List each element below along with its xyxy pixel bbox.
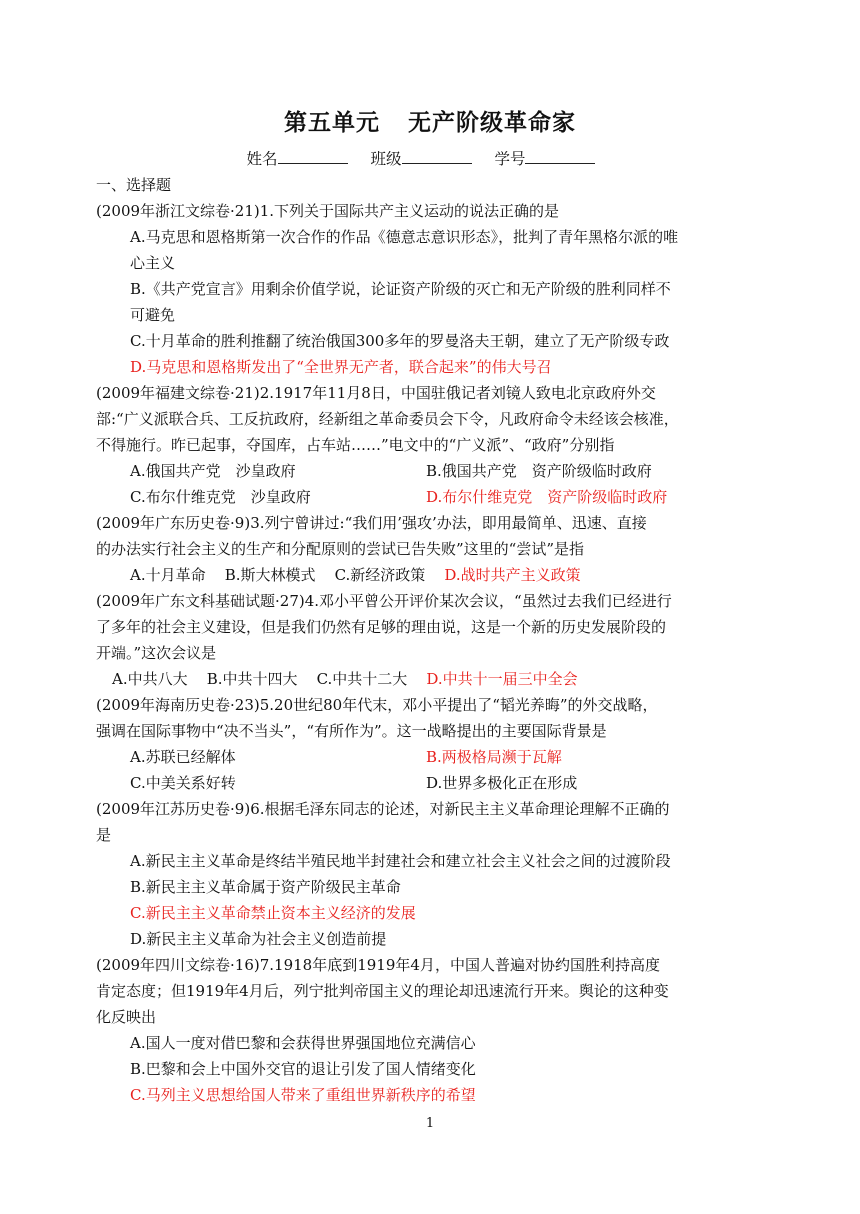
- option-c: C.中美关系好转: [130, 774, 236, 792]
- option-a: A.马克思和恩格斯第一次合作的作品《德意志意识形态》，批判了青年黑格尔派的唯: [130, 228, 679, 246]
- name-label: 姓名: [246, 150, 278, 168]
- question-source: (2009年广东历史卷·9): [96, 514, 251, 532]
- question-source: (2009年海南历史卷·23): [96, 696, 260, 714]
- question-stem: (2009年广东历史卷·9)3.列宁曾讲过:“我们用’强攻’办法，即用最简单、迅速、直接: [96, 514, 647, 532]
- question-source: (2009年四川文综卷·16): [96, 956, 260, 974]
- option-a: A.俄国共产党 沙皇政府: [130, 462, 296, 480]
- question-stem: (2009年浙江文综卷·21)1.下列关于国际共产主义运动的说法正确的是: [96, 202, 560, 220]
- question-source: (2009年江苏历史卷·9): [96, 800, 251, 818]
- option-b: B.巴黎和会上中国外交官的退让引发了国人情绪变化: [130, 1060, 476, 1078]
- question-stem: (2009年海南历史卷·23)5.20世纪80年代末，邓小平提出了“韬光养晦”的外交战略，: [96, 696, 658, 714]
- option-a-cont: 心主义: [130, 254, 176, 272]
- option-b: B.中共十四大: [206, 670, 298, 688]
- option-c-answer: C.马列主义思想给国人带来了重组世界新秩序的希望: [130, 1086, 476, 1104]
- question-stem: (2009年福建文综卷·21)2.1917年11月8日，中国驻俄记者刘镜人致电北京政府外交: [96, 384, 656, 402]
- question-stem-cont: 部:“广义派联合兵、工反抗政府，经新组之革命委员会下令，凡政府命令未经该会核准，: [96, 410, 679, 428]
- option-a: A.苏联已经解体: [130, 748, 236, 766]
- question-stem-cont: 的办法实行社会主义的生产和分配原则的尝试已告失败”这里的“尝试”是指: [96, 540, 585, 558]
- option-a: A.中共八大: [112, 670, 188, 688]
- class-label: 班级: [370, 150, 402, 168]
- unit-label: 第五单元: [284, 110, 380, 136]
- option-c: C.布尔什维克党 沙皇政府: [130, 488, 311, 506]
- question-stem-cont: 强调在国际事物中“决不当头”，“有所作为”。这一战略提出的主要国际背景是: [96, 722, 607, 740]
- question-stem-cont: 肯定态度；但1919年4月后，列宁批判帝国主义的理论却迅速流行开来。舆论的这种变: [96, 982, 669, 1000]
- option-a: A.国人一度对借巴黎和会获得世界强国地位充满信心: [130, 1034, 476, 1052]
- question-stem: (2009年四川文综卷·16)7.1918年底到1919年4月，中国人普遍对协约国胜利持高度: [96, 956, 660, 974]
- question-source: (2009年浙江文综卷·21): [96, 202, 260, 220]
- question-stem: (2009年广东文科基础试题·27)4.邓小平曾公开评价某次会议，“虽然过去我们已经进行: [96, 592, 672, 610]
- option-row: [96, 744, 772, 770]
- class-blank[interactable]: [402, 149, 472, 164]
- question-stem-cont: 是: [96, 826, 112, 844]
- unit-title: 无产阶级革命家: [408, 110, 576, 136]
- option-d-answer: D.战时共产主义政策: [444, 566, 581, 584]
- option-b: B.新民主主义革命属于资产阶级民主革命: [130, 878, 401, 896]
- option-b: B.俄国共产党 资产阶级临时政府: [426, 462, 652, 480]
- option-row: [96, 458, 772, 484]
- option-d: D.世界多极化正在形成: [426, 774, 578, 792]
- question-source: (2009年广东文科基础试题·27): [96, 592, 305, 610]
- option-row: [96, 770, 772, 796]
- question-stem-cont: 开端。”这次会议是: [96, 644, 217, 662]
- option-a: A.十月革命: [130, 566, 206, 584]
- question-source: (2009年福建文综卷·21): [96, 384, 260, 402]
- option-d: D.新民主主义革命为社会主义创造前提: [130, 930, 387, 948]
- id-label: 学号: [494, 150, 526, 168]
- option-a: A.新民主主义革命是终结半殖民地半封建社会和建立社会主义社会之间的过渡阶段: [130, 852, 671, 870]
- option-b-cont: 可避免: [130, 306, 176, 324]
- name-blank[interactable]: [278, 149, 348, 164]
- option-row: [96, 562, 772, 588]
- option-c: C.新经济政策: [334, 566, 426, 584]
- question-stem-cont: 化反映出: [96, 1008, 157, 1026]
- option-d-answer: D.马克思和恩格斯发出了“全世界无产者，联合起来”的伟大号召: [130, 358, 552, 376]
- option-row: [96, 666, 772, 692]
- option-c: C.中共十二大: [316, 670, 408, 688]
- option-b: B.斯大林模式: [224, 566, 316, 584]
- question-stem-cont: 不得施行。昨已起事，夺国库，占车站……”电文中的“广义派”、“政府”分别指: [96, 436, 615, 454]
- option-b-answer: B.两极格局濒于瓦解: [426, 748, 562, 766]
- option-d-answer: D.中共十一届三中全会: [426, 670, 578, 688]
- question-stem: (2009年江苏历史卷·9)6.根据毛泽东同志的论述，对新民主主义革命理论理解不正确的: [96, 800, 670, 818]
- question-list: [96, 172, 772, 1108]
- option-c: C.十月革命的胜利推翻了统治俄国300多年的罗曼洛夫王朝，建立了无产阶级专政: [130, 332, 670, 350]
- option-b: B.《共产党宣言》用剩余价值学说，论证资产阶级的灭亡和无产阶级的胜利同样不: [130, 280, 671, 298]
- page-title: [0, 104, 860, 137]
- option-d-answer: D.布尔什维克党 资产阶级临时政府: [426, 488, 668, 506]
- page-number: 1: [425, 1116, 435, 1131]
- option-row: [96, 484, 772, 510]
- id-blank[interactable]: [525, 149, 595, 164]
- section-heading: 一、选择题: [96, 176, 172, 194]
- question-stem-cont: 了多年的社会主义建设，但是我们仍然有足够的理由说，这是一个新的历史发展阶段的: [96, 618, 667, 636]
- option-c-answer: C.新民主主义革命禁止资本主义经济的发展: [130, 904, 416, 922]
- student-info-line: [0, 147, 860, 169]
